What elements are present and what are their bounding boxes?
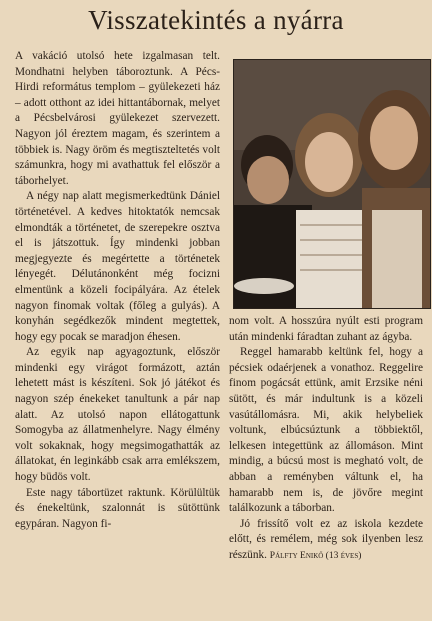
- paragraph: Reggel hamarabb keltünk fel, hogy a pécsiek odaérjenek a vonathoz. Reggelire finom pogácsát ettünk, amit Erzsike néni sütött, és már indultunk is a közeli vasútállomásra. Mi, akik helybeliek voltunk, elbúcsúztunk a többiektől, lelkesen integettünk az állomáson. Mint mindig, a búcsú most is megható volt, de abban a reményben váltunk el, ha hamarabb nem is, de jövőre megint találkozunk a táborban.: [229, 346, 423, 515]
- paragraph: A vakáció utolsó hete izgalmasan telt. Mondhatni helyben táboroztunk. A Pécs-Hirdi református templom – gyülekezeti ház – adott otthont az idei hittantábornak, melyet a Pécsbelvárosi gyülekezet szervezett. Nagyon jól éreztem magam, és szerintem a többiek is. Nagy öröm és megtiszteltetés volt számunkra, hogy mi avathattuk fel először a táborhelyet.: [15, 50, 220, 187]
- author-byline: Pálfty Enikő (13 éves): [269, 550, 362, 561]
- paragraph: nom volt. A hosszúra nyúlt esti program után mindenki fáradtan zuhant az ágyba.: [229, 315, 423, 343]
- paragraph-text: Jó frissítő volt ez az iskola kezdete előtt, és remélem, még sok ilyenben lesz részünk.: [229, 517, 423, 561]
- paragraph: A négy nap alatt megismerkedtünk Dániel történetével. A kedves hitoktatók nemcsak elmondták a történetet, de szerepekre osztva el is játszottuk. Így mindenki jobban megjegyezte és megértette a történetek lényegét. Délutánonként még focizni elmentünk a közeli focipályára. Az ételek nagyon finomak voltak (főleg a gulyás). A konyhán segédkezők mindent megtettek, hogy egy pocak se maradjon éhesen.: [15, 190, 220, 343]
- left-column: [15, 49, 220, 532]
- paragraph: Este nagy tábortüzet raktunk. Körülültük és énekeltünk, szalonnát is sütöttünk egypáran. Nagyon fi-: [15, 486, 220, 530]
- paragraph: [229, 517, 423, 565]
- article-title: Visszatekintés a nyárra: [88, 5, 344, 35]
- paragraph: Az egyik nap agyagoztunk, először mindenki egy virágot formázott, aztán lehetett mást is készíteni. Sok jó játékot és nagyon szép énekeket tanultunk a pár nap alatt. Az utolsó napon ellátogattunk Somogyba az állatmenhelyre. Nagy élmény volt sokaknak, hogy megsimogathatták az állatokat, én leginkább csak arra emlékszem, hogy büdös volt.: [15, 346, 220, 484]
- article-photo: [233, 59, 431, 309]
- children-photo-illustration: [234, 60, 430, 308]
- right-column: [229, 314, 423, 565]
